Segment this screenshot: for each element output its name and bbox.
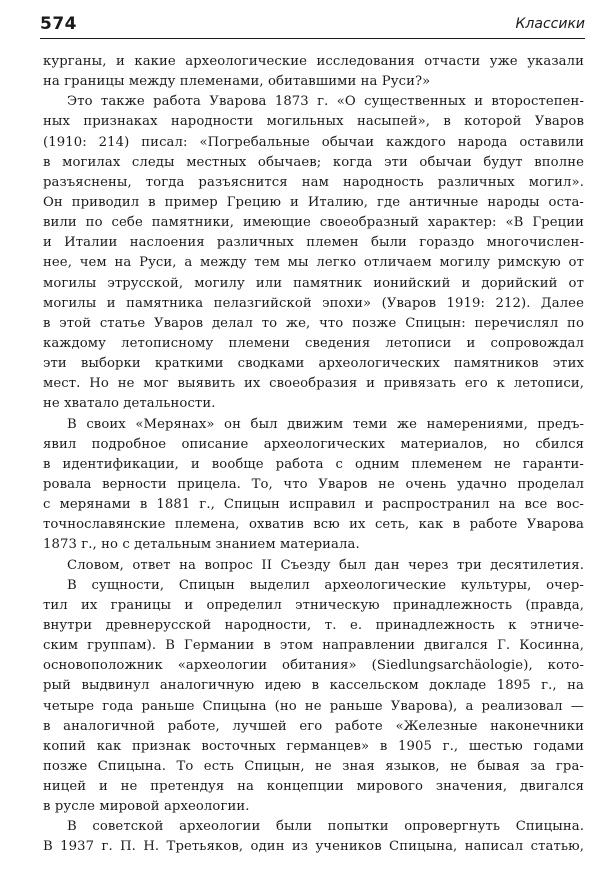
text-line: эти выборки краткими сводками археологических памятников этих: [43, 356, 584, 372]
body-text: [43, 52, 584, 858]
text-line: копий как признак восточных германцев» в 1905 г., шестью годами: [43, 738, 584, 754]
text-line: в этой статье Уваров делал то же, что позже Спицын: перечислял по: [43, 315, 584, 331]
text-line: могилы этрусской, могилу или памятник ионийский и дорийский от: [43, 275, 584, 291]
text-line: явил подробное описание археологических материалов, но сбился: [43, 436, 584, 452]
text-line: внутри древнерусской народности, т. е. принадлежность к этниче-: [43, 617, 584, 633]
text-line: четыре года раньше Спицына (но не раньше Уварова), а реализовал —: [43, 698, 584, 714]
running-head: Классики: [515, 16, 585, 32]
page-header: [40, 14, 585, 40]
text-line: мест. Но не мог выявить их своеобразия и привязать его к летописи,: [43, 376, 584, 392]
text-line: могилы и памятника пелазгийской эпохи» (Уваров 1919: 212). Далее: [43, 295, 584, 311]
text-line: Это также работа Уварова 1873 г. «О существенных и второстепен-: [67, 94, 584, 110]
text-line: в русле мировой археологии.: [43, 799, 250, 815]
text-line: каждому летописному племени сведения летописи и сопровождал: [43, 335, 584, 351]
text-line: в аналогичной работе, лучшей его работе «Железные наконечники: [43, 718, 584, 734]
page-number: 574: [40, 14, 77, 34]
text-line: В советской археологии были попытки опровергнуть Спицына.: [67, 819, 584, 835]
text-line: Он приводил в пример Грецию и Италию, где античные народы оста-: [43, 194, 584, 210]
text-line: ницей и не претендуя на концепции мирового значения, двигался: [43, 779, 584, 795]
text-line: ским группам). В Германии в этом направлении двигался Г. Косинна,: [43, 638, 584, 654]
text-line: в идентификации, и вообще работа с одним племенем не гаранти-: [43, 456, 584, 472]
text-line: (1910: 214) писал: «Погребальные обычаи каждого народа оставили: [43, 134, 584, 150]
text-line: не хватало детальности.: [43, 396, 216, 412]
text-line: основоположник «археологии обитания» (Siedlungsarchäologie), кото-: [43, 658, 584, 674]
text-line: на границы между племенами, обитавшими на Руси?»: [43, 74, 431, 90]
text-line: Словом, ответ на вопрос II Съезду был дан через три десятилетия.: [67, 557, 584, 573]
text-line: нее, чем на Руси, а между тем мы легко отличаем могилу римскую от: [43, 255, 584, 271]
text-line: позже Спицына. То есть Спицын, не зная языков, не бывая за гра-: [43, 758, 584, 774]
text-line: рый выдвинул аналогичную идею в кассельском докладе 1895 г., на: [43, 678, 584, 694]
text-line: ных признаках народности могильных насыпей», в которой Уваров: [43, 114, 584, 130]
text-line: и Италии наслоения различных племен были гораздо многочислен-: [43, 235, 584, 251]
text-line: вили по себе памятники, имеющие своеобразный характер: «В Греции: [43, 215, 584, 231]
text-line: курганы, и какие археологические исследования отчасти уже указали: [43, 54, 584, 69]
header-rule: [40, 38, 585, 39]
text-line: с мерянами в 1881 г., Спицын исправил и распространил на все вос-: [43, 497, 584, 513]
text-line: В 1937 г. П. Н. Третьяков, один из учеников Спицына, написал статью,: [43, 839, 584, 855]
text-line: в могилах следы местных обычаев; когда эти обычаи будут вполне: [43, 154, 584, 170]
text-line: разъяснены, тогда разъяснится нам народность различных могил».: [43, 174, 584, 190]
text-line: тил их границы и определил этническую принадлежность (правда,: [43, 597, 584, 613]
text-line: 1873 г., но с детальным знанием материала.: [43, 537, 360, 553]
text-line: В сущности, Спицын выделил археологические культуры, очер-: [67, 577, 584, 593]
text-line: точнославянские племена, охватив всю их сеть, как в работе Уварова: [43, 517, 584, 533]
text-line: В своих «Мерянах» он был движим теми же намерениями, предъ-: [67, 416, 584, 432]
text-line: ровала верности прицела. То, что Уваров не очень удачно проделал: [43, 476, 584, 492]
